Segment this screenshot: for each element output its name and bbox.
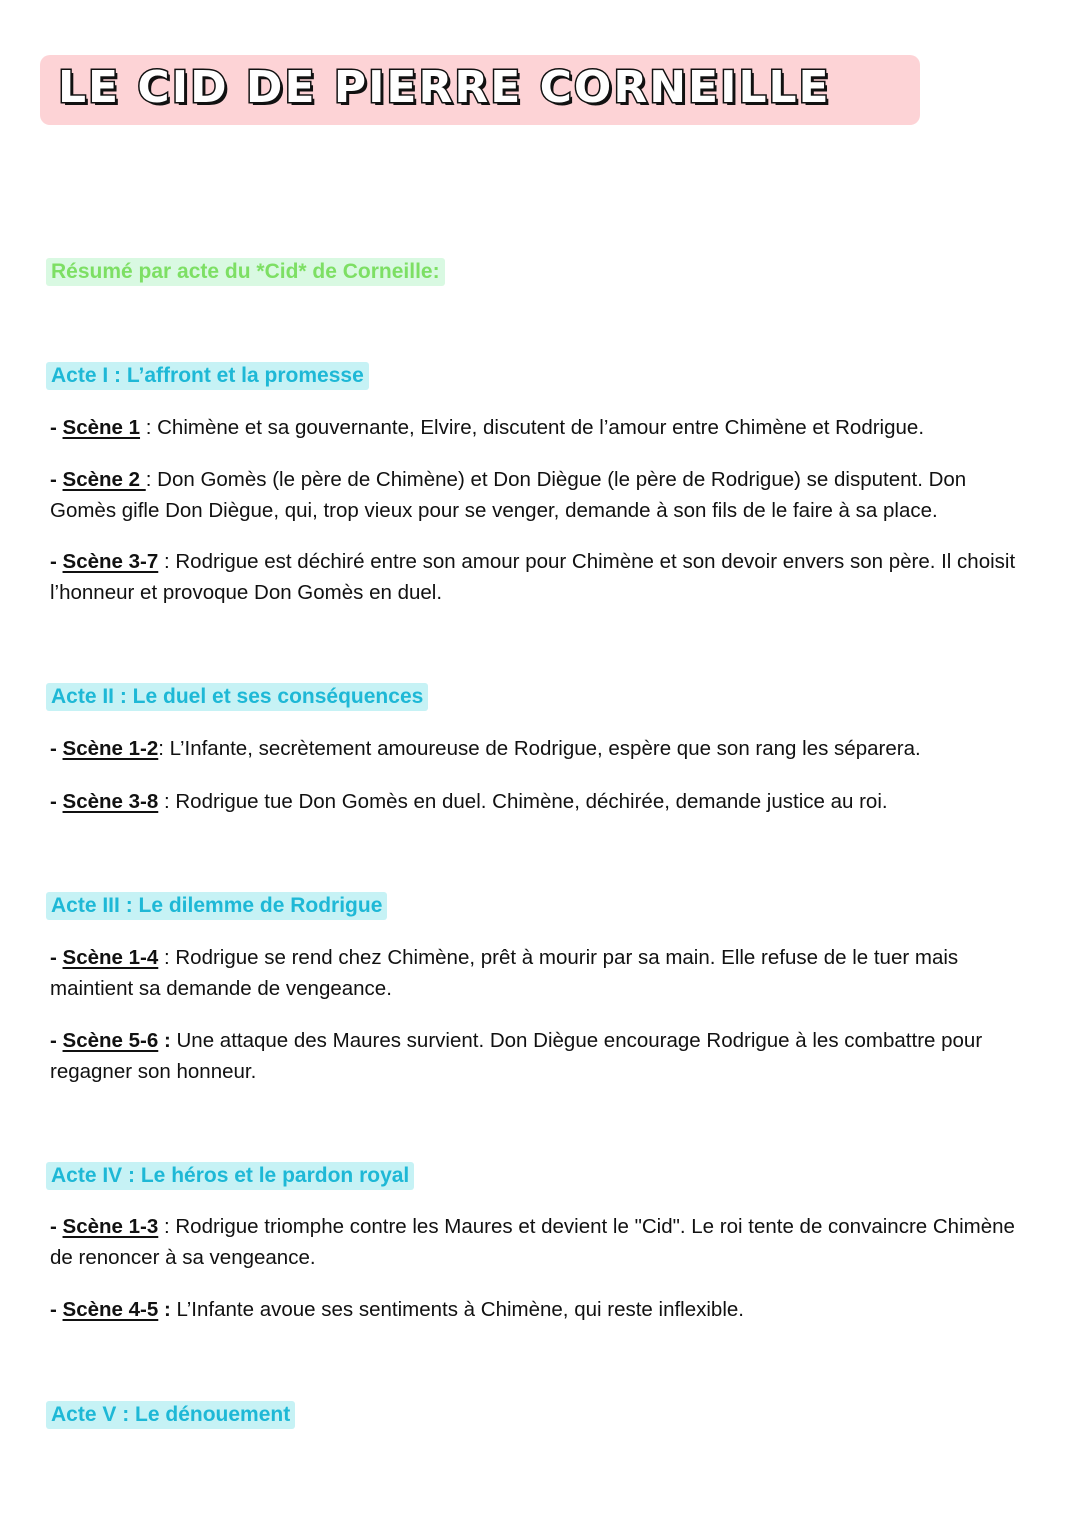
scene-separator: :	[158, 946, 176, 969]
act-heading-4: Acte IV : Le héros et le pardon royal	[46, 1162, 414, 1190]
scene-text: L’Infante avoue ses sentiments à Chimène, qui reste inflexible.	[176, 1298, 744, 1321]
scene-text: Rodrigue est déchiré entre son amour pour Chimène et son devoir envers son père. Il choisit l’honneur et provoque Don Gomès en duel.	[50, 550, 1016, 604]
act-heading-3: Acte III : Le dilemme de Rodrigue	[46, 892, 387, 920]
scene-label: Scène 1-4	[62, 946, 159, 969]
scene-label: Scène 3-8	[62, 790, 159, 813]
scene-paragraph	[50, 1211, 1035, 1273]
bullet-dash: -	[50, 1029, 63, 1052]
scene-label: Scène 1	[62, 416, 141, 439]
scene-text: Don Gomès (le père de Chimène) et Don Diègue (le père de Rodrigue) se disputent. Don Gomès gifle Don Diègue, qui, trop vieux pour se venger, demande à son fils de le faire à sa place.	[50, 468, 967, 522]
scene-label: Scène 4-5	[62, 1298, 159, 1321]
scene-paragraph	[50, 1294, 1035, 1325]
scene-text: Rodrigue tue Don Gomès en duel. Chimène, déchirée, demande justice au roi.	[175, 790, 888, 813]
scene-label: Scène 1-3	[62, 1215, 159, 1238]
scene-text: Une attaque des Maures survient. Don Diègue encourage Rodrigue à les combattre pour regagner son honneur.	[50, 1029, 983, 1083]
bullet-dash: -	[50, 1215, 63, 1238]
scene-separator: :	[158, 1215, 176, 1238]
scene-text: Rodrigue triomphe contre les Maures et devient le "Cid". Le roi tente de convaincre Chimène de renoncer à sa vengeance.	[50, 1215, 1015, 1269]
scene-paragraph	[50, 786, 1035, 817]
scene-paragraph	[50, 464, 1035, 526]
scene-separator: :	[158, 550, 176, 573]
act-heading-5: Acte V : Le dénouement	[46, 1401, 295, 1429]
bullet-dash: -	[50, 1298, 63, 1321]
scene-separator: :	[140, 416, 158, 439]
bullet-dash: -	[50, 790, 63, 813]
scene-separator: :	[158, 1298, 177, 1321]
scene-separator: :	[158, 790, 176, 813]
act-heading-2: Acte II : Le duel et ses conséquences	[46, 683, 428, 711]
scene-paragraph	[50, 942, 1035, 1004]
bullet-dash: -	[50, 416, 63, 439]
bullet-dash: -	[50, 737, 63, 760]
scene-paragraph	[50, 1025, 1035, 1087]
bullet-dash: -	[50, 550, 63, 573]
summary-heading: Résumé par acte du *Cid* de Corneille:	[46, 258, 445, 286]
scene-label: Scène 2	[62, 468, 146, 491]
scene-separator: :	[145, 468, 158, 491]
scene-paragraph	[50, 546, 1035, 608]
scene-paragraph	[50, 733, 1035, 764]
page-title: LE CID DE PIERRE CORNEILLE	[58, 62, 831, 113]
scene-separator: :	[158, 737, 170, 760]
bullet-dash: -	[50, 946, 63, 969]
bullet-dash: -	[50, 468, 63, 491]
scene-text: Chimène et sa gouvernante, Elvire, discutent de l’amour entre Chimène et Rodrigue.	[157, 416, 925, 439]
scene-separator: :	[158, 1029, 177, 1052]
scene-text: L’Infante, secrètement amoureuse de Rodrigue, espère que son rang les séparera.	[169, 737, 921, 760]
scene-label: Scène 5-6	[62, 1029, 159, 1052]
scene-text: Rodrigue se rend chez Chimène, prêt à mourir par sa main. Elle refuse de le tuer mais maintient sa demande de vengeance.	[50, 946, 959, 1000]
scene-label: Scène 3-7	[62, 550, 159, 573]
scene-label: Scène 1-2	[62, 737, 159, 760]
act-heading-1: Acte I : L’affront et la promesse	[46, 362, 369, 390]
scene-paragraph	[50, 412, 1035, 443]
